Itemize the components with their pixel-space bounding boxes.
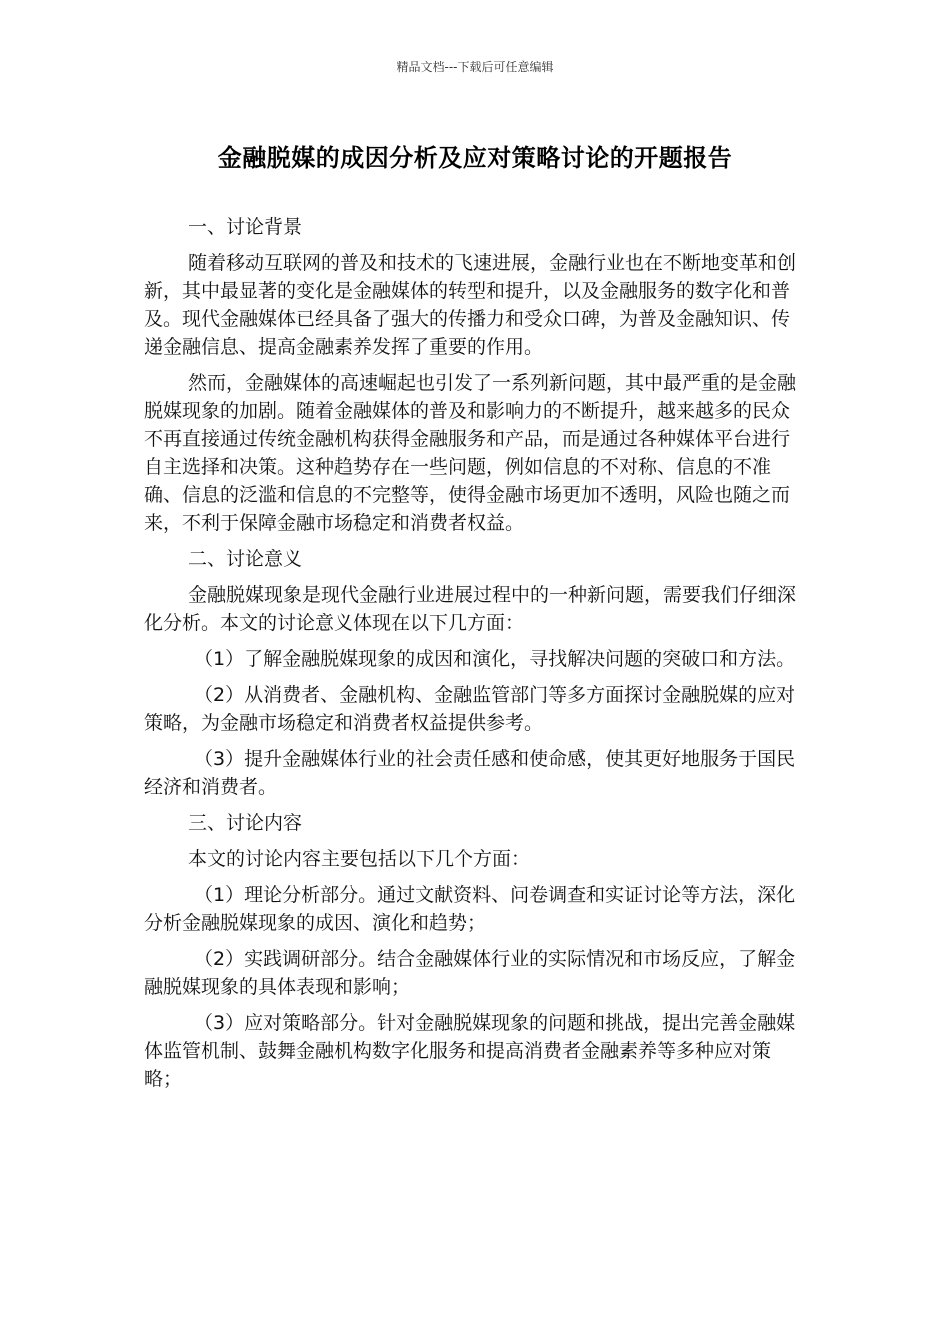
list-item: （3）应对策略部分。针对金融脱媒现象的问题和挑战，提出完善金融媒体监管机制、鼓舞金融机构数字化服务和提高消费者金融素养等多种应对策略； — [144, 1012, 796, 1090]
list-item: （2）从消费者、金融机构、金融监管部门等多方面探讨金融脱媒的应对策略，为金融市场稳定和消费者权益提供参考。 — [144, 684, 796, 734]
section-heading-significance: 二、讨论意义 — [188, 548, 303, 570]
section-heading-content: 三、讨论内容 — [188, 812, 303, 834]
document-title: 金融脱媒的成因分析及应对策略讨论的开题报告 — [217, 144, 733, 172]
list-item: （1）了解金融脱媒现象的成因和演化，寻找解决问题的突破口和方法。 — [194, 648, 796, 670]
list-item: （1）理论分析部分。通过文献资料、问卷调查和实证讨论等方法，深化分析金融脱媒现象的成因、演化和趋势； — [144, 884, 796, 934]
list-item: （2）实践调研部分。结合金融媒体行业的实际情况和市场反应，了解金融脱媒现象的具体表现和影响； — [144, 948, 796, 998]
paragraph: 本文的讨论内容主要包括以下几个方面： — [188, 848, 531, 870]
paragraph: 随着移动互联网的普及和技术的飞速进展，金融行业也在不断地变革和创新，其中最显著的变化是金融媒体的转型和提升，以及金融服务的数字化和普及。现代金融媒体已经具备了强大的传播力和受众口碑，为普及金融知识、传递金融信息、提高金融素养发挥了重要的作用。 — [144, 252, 797, 358]
paragraph: 然而，金融媒体的高速崛起也引发了一系列新问题，其中最严重的是金融脱媒现象的加剧。随着金融媒体的普及和影响力的不断提升，越来越多的民众不再直接通过传统金融机构获得金融服务和产品，而是通过各种媒体平台进行自主选择和决策。这种趋势存在一些问题，例如信息的不对称、信息的不准确、信息的泛滥和信息的不完整等，使得金融市场更加不透明，风险也随之而来，不利于保障金融市场稳定和消费者权益。 — [144, 372, 797, 534]
list-item: （3）提升金融媒体行业的社会责任感和使命感，使其更好地服务于国民经济和消费者。 — [144, 748, 796, 798]
document-body — [144, 213, 806, 1101]
section-heading-background: 一、讨论背景 — [188, 216, 303, 238]
page-header-note: 精品文档---下载后可任意编辑 — [396, 60, 554, 74]
paragraph: 金融脱媒现象是现代金融行业进展过程中的一种新问题，需要我们仔细深化分析。本文的讨论意义体现在以下几方面： — [144, 584, 797, 634]
